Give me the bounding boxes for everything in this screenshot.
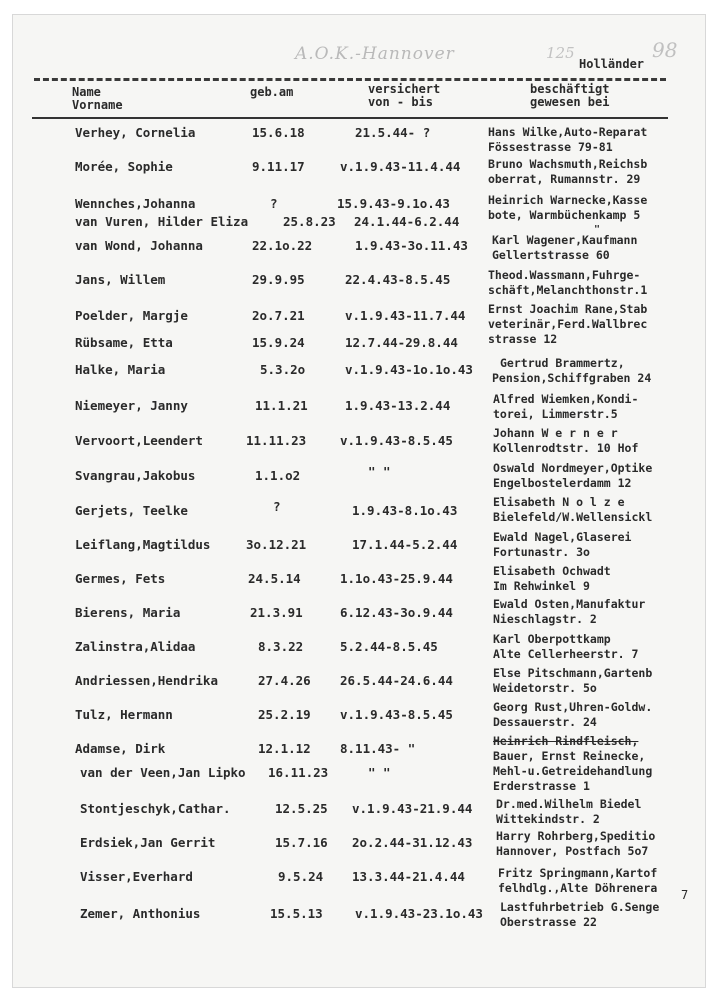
row-name: Andriessen,Hendrika — [75, 673, 218, 688]
row-name: Stontjeschyk,Cathar. — [80, 801, 231, 816]
row-insured: 26.5.44-24.6.44 — [340, 673, 453, 688]
row-employer: Bruno Wachsmuth,Reichsb oberrat, Rumannstr. 29 — [488, 157, 648, 186]
row-born: 24.5.14 — [248, 571, 301, 586]
row-insured: 12.7.44-29.8.44 — [345, 335, 458, 350]
row-name: van Vuren, Hilder Eliza — [75, 214, 249, 229]
row-insured: v.1.9.43-8.5.45 — [340, 707, 453, 722]
row-born: 29.9.95 — [252, 272, 305, 287]
handwritten-number: 125 — [546, 44, 575, 62]
row-name: Leiflang,Magtildus — [75, 537, 211, 552]
row-employer: Karl Oberpottkamp Alte Cellerheerstr. 7 — [493, 632, 639, 661]
row-name: Halke, Maria — [75, 362, 166, 377]
row-insured: 1.9.43-13.2.44 — [345, 398, 451, 413]
row-employer: Fritz Springmann,Kartof felhdlg.,Alte Döhrenera — [498, 866, 658, 895]
column-header-employer: beschäftigt gewesen bei — [530, 82, 610, 109]
row-insured: v.1.9.43-1o.1o.43 — [345, 362, 473, 377]
row-employer: Elisabeth Ochwadt Im Rehwinkel 9 — [493, 564, 611, 593]
row-born: 5.3.2o — [260, 362, 306, 377]
row-employer: Georg Rust,Uhren-Goldw. Dessauerstr. 24 — [493, 700, 653, 729]
header-rule — [32, 117, 668, 119]
ditto-mark: " — [594, 224, 601, 235]
row-born: 16.11.23 — [268, 765, 329, 780]
row-employer: Gertrud Brammertz, Pension,Schiffgraben 24 — [492, 356, 652, 385]
row-born: 12.5.25 — [275, 801, 328, 816]
row-name: Gerjets, Teelke — [75, 503, 188, 518]
nationality-label: Holländer — [579, 57, 645, 71]
row-name: Zemer, Anthonius — [80, 906, 201, 921]
row-employer: Ewald Osten,Manufaktur Nieschlagstr. 2 — [493, 597, 646, 626]
row-name: Rübsame, Etta — [75, 335, 173, 350]
row-insured: v.1.9.43-23.1o.43 — [355, 906, 483, 921]
row-born: 8.3.22 — [258, 639, 304, 654]
row-employer: Alfred Wiemken,Kondi- torei, Limmerstr.5 — [493, 392, 639, 421]
row-born: 9.11.17 — [252, 159, 305, 174]
row-born: 15.7.16 — [275, 835, 328, 850]
row-born: 25.8.23 — [283, 214, 336, 229]
row-born: 15.6.18 — [252, 125, 305, 140]
row-insured: 5.2.44-8.5.45 — [340, 639, 438, 654]
row-insured: 22.4.43-8.5.45 — [345, 272, 451, 287]
row-insured: 15.9.43-9.1o.43 — [337, 196, 450, 211]
row-insured: 1.1o.43-25.9.44 — [340, 571, 453, 586]
row-insured: 17.1.44-5.2.44 — [352, 537, 458, 552]
row-employer: Else Pitschmann,Gartenb Weidetorstr. 5o — [493, 666, 653, 695]
struck-employer: Heinrich Rindfleisch, — [493, 734, 639, 748]
row-born: 1.1.o2 — [255, 468, 301, 483]
row-born: 15.9.24 — [252, 335, 305, 350]
row-name: Morée, Sophie — [75, 159, 173, 174]
row-born: 11.11.23 — [246, 433, 307, 448]
row-employer: Johann W e r n e r Kollenrodtstr. 10 Hof — [493, 426, 639, 455]
row-insured: 1.9.43-8.1o.43 — [352, 503, 458, 518]
row-born: 9.5.24 — [278, 869, 324, 884]
row-employer: Karl Wagener,Kaufmann Gellertstrasse 60 — [492, 233, 638, 262]
row-born: 11.1.21 — [255, 398, 308, 413]
row-born: 25.2.19 — [258, 707, 311, 722]
row-born: 27.4.26 — [258, 673, 311, 688]
row-name: Erdsiek,Jan Gerrit — [80, 835, 216, 850]
row-employer: Ewald Nagel,Glaserei Fortunastr. 3o — [493, 530, 632, 559]
row-insured: " " — [368, 765, 391, 780]
row-born: 21.3.91 — [250, 605, 303, 620]
row-employer: Dr.med.Wilhelm Biedel Wittekindstr. 2 — [496, 797, 642, 826]
row-name: Bierens, Maria — [75, 605, 181, 620]
row-insured: 13.3.44-21.4.44 — [352, 869, 465, 884]
row-insured: 8.11.43- " — [340, 741, 416, 756]
row-born: 12.1.12 — [258, 741, 311, 756]
column-header-insured: versichert von - bis — [368, 82, 441, 109]
row-name: Visser,Everhard — [80, 869, 193, 884]
row-born: ? — [270, 196, 278, 211]
row-born: 3o.12.21 — [246, 537, 307, 552]
row-name: Zalinstra,Alidaa — [75, 639, 196, 654]
row-born: 2o.7.21 — [252, 308, 305, 323]
row-insured: 21.5.44- ? — [355, 125, 431, 140]
row-employer: Heinrich Rindfleisch, Bauer, Ernst Reinecke, Mehl-u.Getreidehandlung Erderstrasse 1 — [493, 734, 653, 793]
row-insured: 6.12.43-3o.9.44 — [340, 605, 453, 620]
row-born: 22.1o.22 — [252, 238, 313, 253]
row-name: Svangrau,Jakobus — [75, 468, 196, 483]
row-employer: Heinrich Warnecke,Kasse bote, Warmbüchenkamp 5 — [488, 193, 648, 222]
row-insured: v.1.9.43-11.4.44 — [340, 159, 461, 174]
page-mark: 7 — [681, 888, 689, 902]
row-employer: Hans Wilke,Auto-Reparat Fössestrasse 79-81 — [488, 125, 648, 154]
row-employer: Ernst Joachim Rane,Stab veterinär,Ferd.Wallbrec — [488, 302, 648, 331]
row-insured: 24.1.44-6.2.44 — [354, 214, 460, 229]
row-born: ? — [273, 499, 281, 514]
row-employer: Harry Rohrberg,Speditio Hannover, Postfach 5o7 — [496, 829, 656, 858]
handwritten-corner-number: 98 — [652, 38, 678, 62]
row-name: Adamse, Dirk — [75, 741, 166, 756]
row-employer: Oswald Nordmeyer,Optike Engelbostelerdamm 12 — [493, 461, 653, 490]
row-name: Jans, Willem — [75, 272, 166, 287]
row-insured: v.1.9.43-8.5.45 — [340, 433, 453, 448]
row-insured: v.1.9.43-21.9.44 — [352, 801, 473, 816]
row-name: Germes, Fets — [75, 571, 166, 586]
column-header-name: Name Vorname — [72, 85, 123, 112]
handwritten-note: A.O.K.-Hannover — [295, 44, 455, 64]
row-name: Wennches,Johanna — [75, 196, 196, 211]
row-name: Niemeyer, Janny — [75, 398, 188, 413]
row-name: Verhey, Cornelia — [75, 125, 196, 140]
row-insured: 1.9.43-3o.11.43 — [355, 238, 468, 253]
row-name: Poelder, Margje — [75, 308, 188, 323]
row-name: van der Veen,Jan Lipko — [80, 765, 246, 780]
row-employer: strasse 12 — [488, 332, 558, 346]
row-employer: Theod.Wassmann,Fuhrge- schäft,Melanchthonstr.1 — [488, 268, 648, 297]
row-name: Vervoort,Leendert — [75, 433, 203, 448]
row-born: 15.5.13 — [270, 906, 323, 921]
row-insured: 2o.2.44-31.12.43 — [352, 835, 473, 850]
row-employer: Elisabeth N o l z e Bielefeld/W.Wellensickl — [493, 495, 653, 524]
row-insured: " " — [368, 464, 391, 479]
row-name: Tulz, Hermann — [75, 707, 173, 722]
row-name: van Wond, Johanna — [75, 238, 203, 253]
row-insured: v.1.9.43-11.7.44 — [345, 308, 466, 323]
column-header-born: geb.am — [250, 85, 294, 99]
row-employer: Lastfuhrbetrieb G.Senge Oberstrasse 22 — [500, 900, 660, 929]
header-dashed-rule — [34, 78, 666, 81]
